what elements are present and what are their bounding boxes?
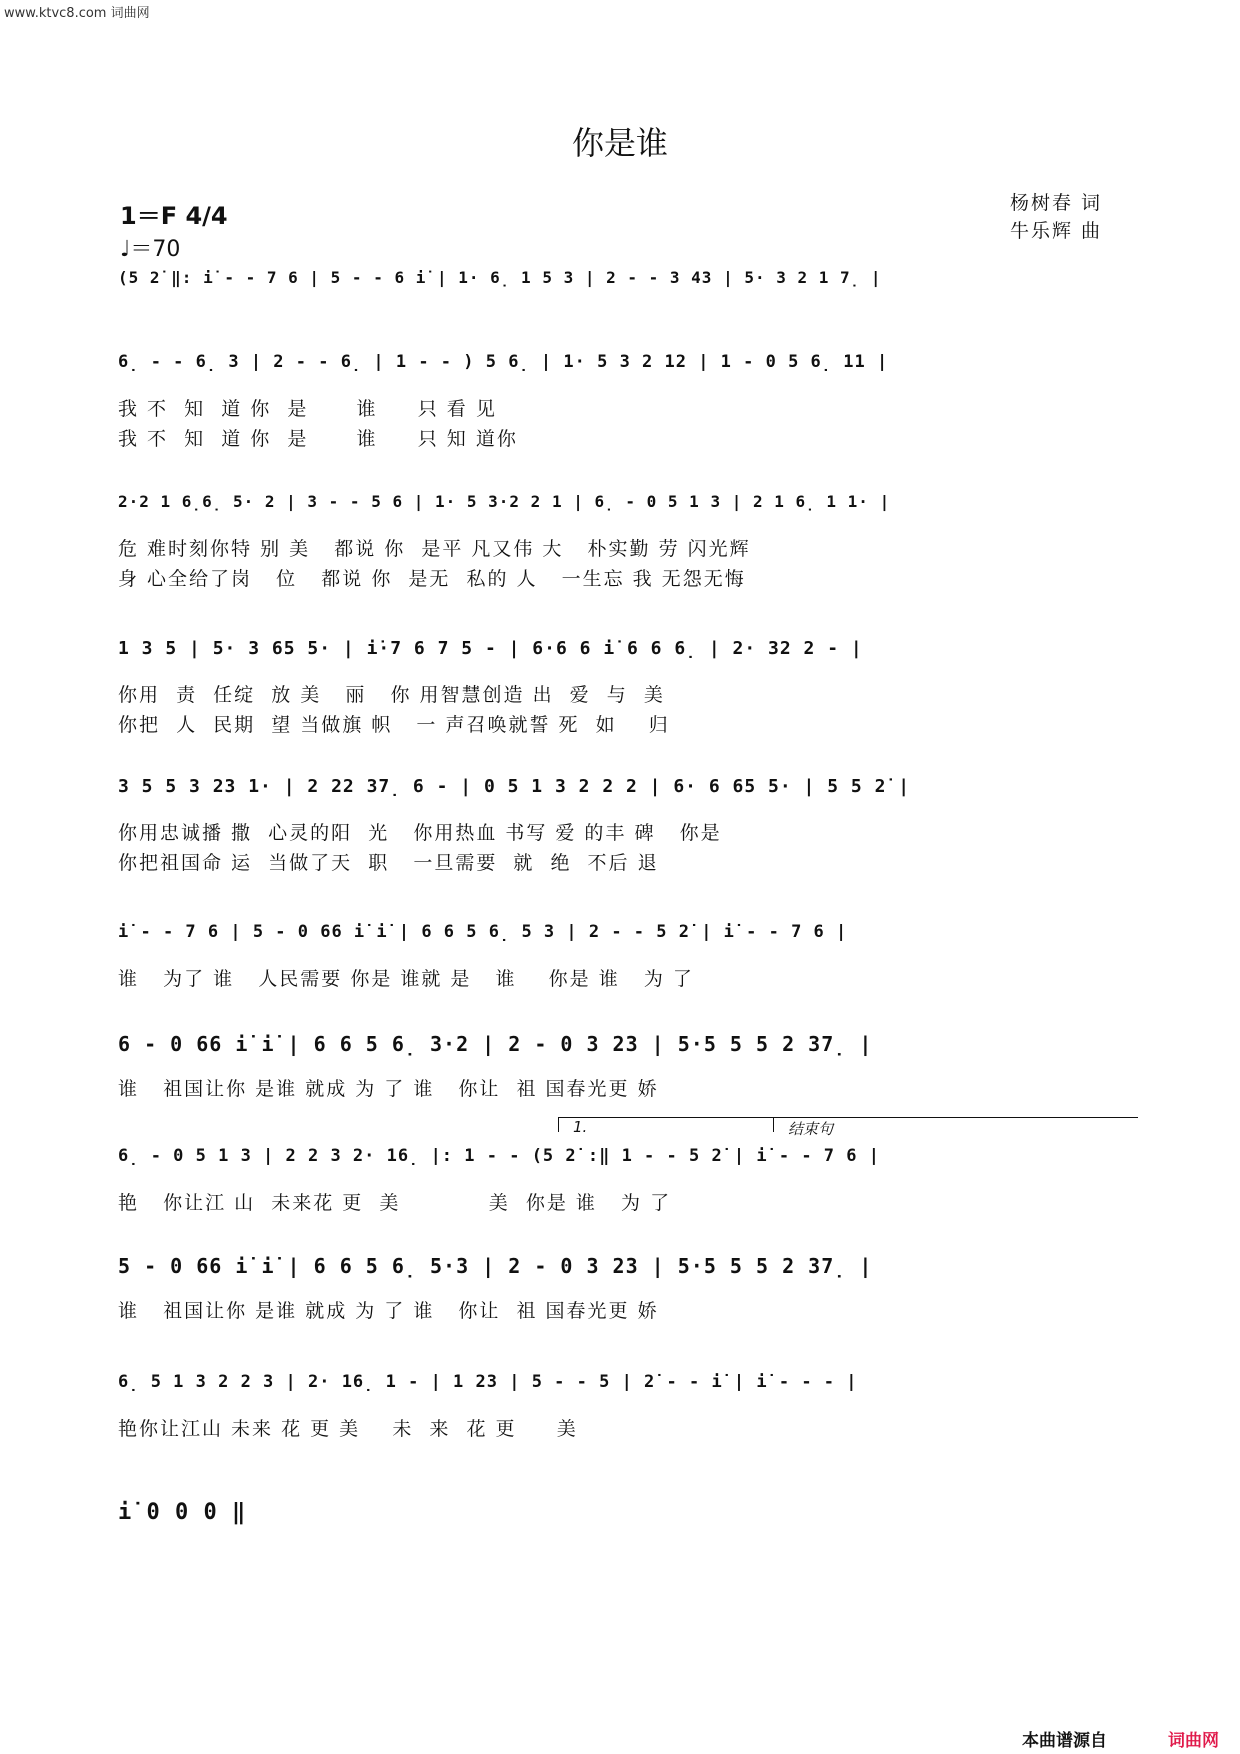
notation-text: 6̣ - - 6̣ 3 | 2 - - 6̣ | 1 - - ) 5 6̣ | 1· 5 3 2 12 | 1 - 0 5 6̣ 11 |: [118, 352, 889, 372]
lyric-line-2: 我 不 知 道 你 是 谁 只 知 道你: [118, 428, 518, 450]
lyric-line-1: 谁 为了 谁 人民需要 你是 谁就 是 谁 你是 谁 为 了: [118, 968, 694, 990]
lyric-line-1: 危 难时刻你特 别 美 都说 你 是平 凡又伟 大 朴实勤 劳 闪光辉: [118, 538, 751, 560]
lyricist: 杨树春 词: [1010, 192, 1103, 214]
notation-text: 5 - 0 66 i̇ i̇ | 6 6 5 6̣ 5·3 | 2 - 0 3 23 | 5·5 5 5 2 37̣ |: [118, 1254, 873, 1278]
composer: 牛乐辉 曲: [1010, 220, 1103, 242]
tempo: ♩＝70: [120, 237, 181, 262]
lyric-line-1: 艳 你让江 山 未来花 更 美 美 你是 谁 为 了: [118, 1192, 672, 1214]
song-title: 你是谁: [571, 124, 668, 162]
lyric-line-1: 谁 祖国让你 是谁 就成 为 了 谁 你让 祖 国春光更 娇: [118, 1078, 659, 1100]
notation-line: [118, 1032, 1124, 1080]
notation-text: 6 - 0 66 i̇ i̇ | 6 6 5 6̣ 3·2 | 2 - 0 3 23 | 5·5 5 5 2 37̣ |: [118, 1032, 873, 1056]
notation-line: [118, 1372, 1124, 1420]
volta-first: 1.: [558, 1117, 783, 1132]
notation-line: [118, 1500, 1124, 1548]
lyric-line-1: 你用 责 任绽 放 美 丽 你 用智慧创造 出 爱 与 美: [118, 684, 665, 706]
lyric-line-1: 我 不 知 道 你 是 谁 只 看 见: [118, 398, 497, 420]
lyric-line-1: 艳你让江山 未来 花 更 美 未 来 花 更 美: [118, 1418, 578, 1440]
notation-line: [118, 776, 1124, 824]
notation-line: [118, 1254, 1124, 1302]
lyric-line-1: 谁 祖国让你 是谁 就成 为 了 谁 你让 祖 国春光更 娇: [118, 1300, 659, 1322]
lyric-line-2: 你把祖国命 运 当做了天 职 一旦需要 就 绝 不后 退: [118, 852, 659, 874]
notation-text: i̇ - - 7 6 | 5 - 0 66 i̇ i̇ | 6 6 5 6̣ 5 3 | 2 - - 5 2̇ | i̇ - - 7 6 |: [118, 922, 848, 942]
notation-text: 2·2 1 6̣6̣ 5· 2 | 3 - - 5 6 | 1· 5 3·2 2 1 | 6̣ - 0 5 1 3 | 2 1 6̣ 1 1· |: [118, 492, 891, 511]
notation-line: [118, 268, 1124, 316]
watermark: www.ktvc8.com 词曲网: [4, 6, 150, 21]
key-signature: 1＝F 4/4: [120, 202, 228, 230]
notation-line: [118, 492, 1124, 540]
notation-line: [118, 1146, 1124, 1194]
notation-line: [118, 638, 1124, 686]
lyric-line-2: 你把 人 民期 望 当做旗 帜 一 声召唤就誓 死 如 归: [118, 714, 670, 736]
notation-text: (5 2̇ ‖: i̇ - - 7 6 | 5 - - 6 i̇ | 1· 6̣ 1 5 3 | 2 - - 3 43 | 5· 3 2 1 7̣ |: [118, 268, 882, 287]
footer-logo: 词曲网: [1168, 1731, 1219, 1751]
notation-text: i̇ 0 0 0 ‖: [118, 1500, 247, 1525]
lyric-line-2: 身 心全给了岗 位 都说 你 是无 私的 人 一生忘 我 无怨无悔: [118, 568, 746, 590]
notation-line: [118, 352, 1124, 400]
notation-text: 1 3 5 | 5· 3 65 5· | i̇·7 6 7 5 - | 6·6 6 i̇ 6 6 6̣ | 2· 32 2 - |: [118, 638, 863, 659]
notation-text: 6̣ 5 1 3 2 2 3 | 2· 16̣ 1 - | 1 23 | 5 - - 5 | 2̇ - - i̇ | i̇ - - - |: [118, 1372, 858, 1392]
footer-source: 本曲谱源自: [1022, 1731, 1107, 1751]
volta-ending: 结束句: [773, 1117, 1138, 1132]
notation-text: 3 5 5 3 23 1· | 2 22 37̣ 6 - | 0 5 1 3 2 2 2 | 6· 6 65 5· | 5 5 2̇ |: [118, 776, 911, 797]
lyric-line-1: 你用忠诚播 撒 心灵的阳 光 你用热血 书写 爱 的丰 碑 你是: [118, 822, 722, 844]
notation-line: [118, 922, 1124, 970]
notation-text: 6̣ - 0 5 1 3 | 2 2 3 2· 16̣ |: 1 - - (5 2̇ :‖ 1 - - 5 2̇ | i̇ - - 7 6 |: [118, 1146, 880, 1166]
